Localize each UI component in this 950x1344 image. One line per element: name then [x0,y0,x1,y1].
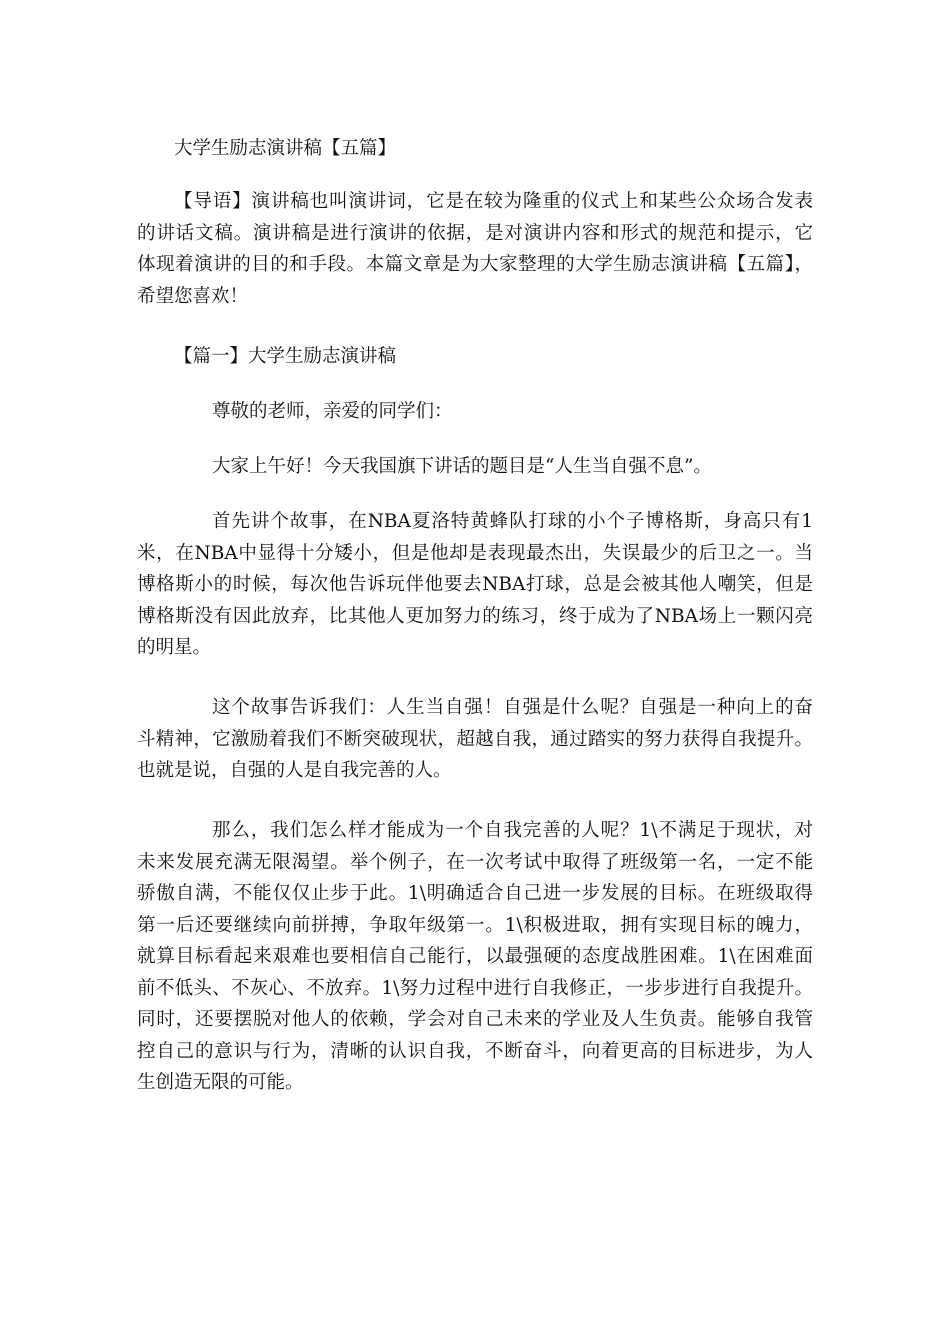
paragraph-line: 未来发展充满无限渴望。举个例子，在一次考试中取得了班级第一名，一定不能 [137,851,813,873]
salutation: 尊敬的老师，亲爱的同学们： [212,401,453,422]
paragraph-line: 也就是说，自强的人是自我完善的人。 [137,760,452,781]
intro-line: 的讲话文稿。演讲稿是进行演讲的依据，是对演讲内容和形式的规范和提示，它 [137,222,813,244]
paragraph-line: 米，在NBA中显得十分矮小，但是他却是表现最杰出，失误最少的后卫之一。当 [137,542,813,564]
paragraph-line: 博格斯小的时候，每次他告诉玩伴他要去NBA打球，总是会被其他人嘲笑，但是 [137,574,813,595]
paragraph-line: 博格斯没有因此放弃，比其他人更加努力的练习，终于成为了NBA场上一颗闪亮 [137,605,813,627]
paragraph-line: 生创造无限的可能。 [137,1072,304,1093]
intro-line: 希望您喜欢！ [137,285,249,307]
section-heading: 【篇一】大学生励志演讲稿 [174,346,397,367]
paragraph-line: 第一后还要继续向前拼搏，争取年级第一。1\积极进取，拥有实现目标的魄力， [137,914,813,936]
paragraph-line: 前不低头、不灰心、不放弃。1\努力过程中进行自我修正，一步步进行自我提升。 [137,977,813,999]
intro-paragraph [137,186,813,312]
paragraph-line: 控自己的意识与行为，清晰的认识自我，不断奋斗，向着更高的目标进步，为人 [137,1040,813,1062]
intro-line: 【导语】演讲稿也叫演讲词，它是在较为隆重的仪式上和某些公众场合发表 [174,191,813,212]
greeting: 大家上午好！今天我国旗下讲话的题目是“人生当自强不息”。 [212,456,712,477]
paragraph-line: 那么，我们怎么样才能成为一个自我完善的人呢？1\不满足于现状，对 [212,820,813,841]
paragraph-line: 骄傲自满，不能仅仅止步于此。1\明确适合自己进一步发展的目标。在班级取得 [137,883,813,904]
paragraph-line: 斗精神，它激励着我们不断突破现状，超越自我，通过踏实的努力获得自我提升。 [137,728,813,750]
self-improvement-paragraph [137,815,813,1099]
paragraph-line: 这个故事告诉我们：人生当自强！自强是什么呢？自强是一种向上的奋 [212,697,813,718]
story-paragraph [137,506,813,664]
moral-paragraph [137,692,813,787]
paragraph-line: 首先讲个故事，在NBA夏洛特黄蜂队打球的小个子博格斯，身高只有1 [212,511,813,532]
paragraph-line: 就算目标看起来艰难也要相信自己能行，以最强硬的态度战胜困难。1\在困难面 [137,946,813,967]
paragraph-line: 同时，还要摆脱对他人的依赖，学会对自己未来的学业及人生负责。能够自我管 [137,1009,813,1030]
intro-line: 体现着演讲的目的和手段。本篇文章是为大家整理的大学生励志演讲稿【五篇】， [137,254,813,275]
paragraph-line: 的明星。 [137,637,212,658]
document-title: 大学生励志演讲稿【五篇】 [174,138,397,159]
